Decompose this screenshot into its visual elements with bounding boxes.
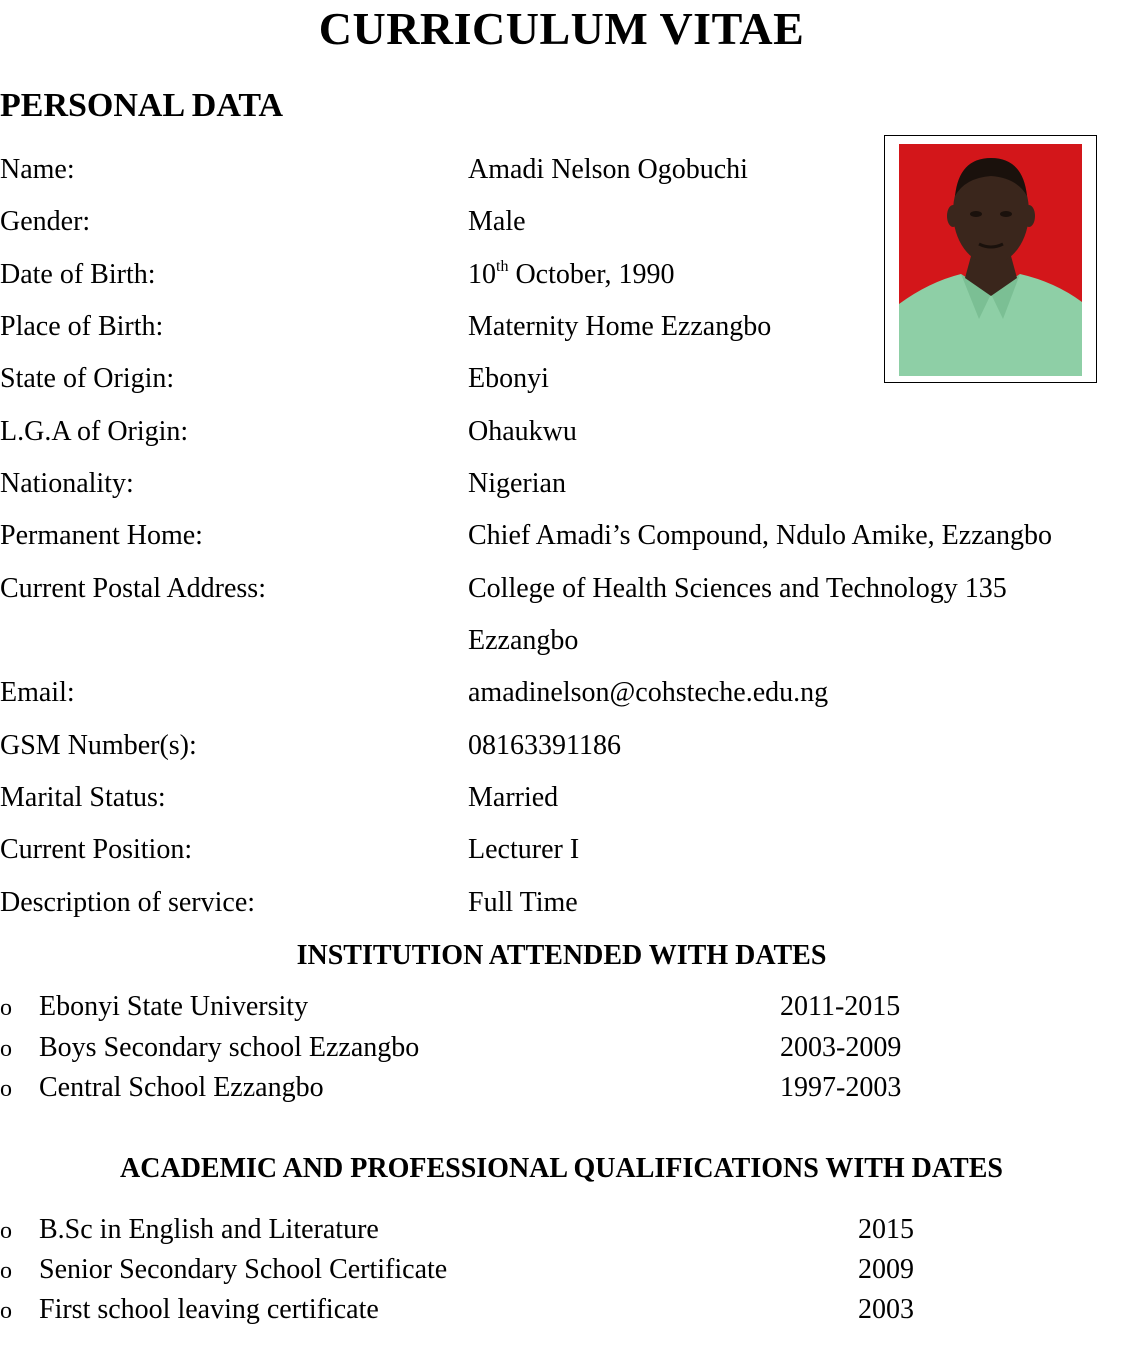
photo-ear-left [947,205,959,227]
qualification-year: 2003 [858,1294,914,1325]
field-label-email: Email: [0,677,75,708]
qualification-bullet: o [0,1258,12,1284]
field-value-lga-of-origin: Ohaukwu [468,416,577,447]
field-value-current-position: Lecturer I [468,834,580,865]
field-label-lga-of-origin: L.G.A of Origin: [0,416,189,447]
field-value-date-of-birth [468,258,675,292]
field-value-nationality: Nigerian [468,468,566,499]
field-value-gsm: 08163391186 [468,730,621,761]
photo-ear-right [1023,205,1035,227]
passport-photo-frame [884,135,1097,383]
qualifications-heading: ACADEMIC AND PROFESSIONAL QUALIFICATIONS WITH DATES [120,1153,1003,1184]
photo-eye-right [1000,211,1012,217]
field-label-name: Name: [0,154,75,185]
institution-bullet: o [0,995,12,1021]
field-label-place-of-birth: Place of Birth: [0,311,164,342]
institution-bullet: o [0,1076,12,1102]
field-label-date-of-birth: Date of Birth: [0,259,156,290]
field-value-state-of-origin: Ebonyi [468,363,549,394]
qualification-year: 2015 [858,1214,914,1245]
institution-dates: 2011-2015 [780,991,901,1022]
dob-ordinal-suffix: th [496,258,509,275]
institution-name: Central School Ezzangbo [39,1072,324,1103]
field-label-description-of-service: Description of service: [0,887,256,918]
qualification-year: 2009 [858,1254,914,1285]
field-value-place-of-birth: Maternity Home Ezzangbo [468,311,772,342]
qualification-bullet: o [0,1218,12,1244]
institution-name: Ebonyi State University [39,991,309,1022]
qualification-name: B.Sc in English and Literature [39,1214,379,1245]
field-label-current-position: Current Position: [0,834,193,865]
passport-photo [899,144,1082,376]
portrait-illustration [899,144,1082,376]
field-label-gsm: GSM Number(s): [0,730,197,761]
field-value-gender: Male [468,206,526,237]
dob-day: 10 [468,259,496,290]
qualification-bullet: o [0,1298,12,1324]
field-value-email: amadinelson@cohsteche.edu.ng [468,677,829,708]
cv-title: CURRICULUM VITAE [318,3,805,54]
field-label-marital-status: Marital Status: [0,782,166,813]
institution-bullet: o [0,1036,12,1062]
field-label-permanent-home: Permanent Home: [0,520,203,551]
qualification-name: Senior Secondary School Certificate [39,1254,448,1285]
field-label-gender: Gender: [0,206,91,237]
field-label-postal-address: Current Postal Address: [0,573,266,604]
dob-month-year: October, 1990 [508,259,675,290]
photo-eye-left [970,211,982,217]
field-value-description-of-service: Full Time [468,887,578,918]
field-value-marital-status: Married [468,782,559,813]
institution-dates: 2003-2009 [780,1032,902,1063]
field-label-nationality: Nationality: [0,468,134,499]
field-label-state-of-origin: State of Origin: [0,363,175,394]
field-value-permanent-home: Chief Amadi’s Compound, Ndulo Amike, Ezzangbo [468,520,1053,551]
qualification-name: First school leaving certificate [39,1294,379,1325]
institutions-heading: INSTITUTION ATTENDED WITH DATES [296,940,827,971]
institution-dates: 1997-2003 [780,1072,902,1103]
field-value-name: Amadi Nelson Ogobuchi [468,154,748,185]
field-value-postal-address-line2: Ezzangbo [468,625,579,656]
institution-name: Boys Secondary school Ezzangbo [39,1032,420,1063]
field-value-postal-address: College of Health Sciences and Technology 135 [468,573,1007,604]
personal-data-heading: PERSONAL DATA [0,87,284,124]
